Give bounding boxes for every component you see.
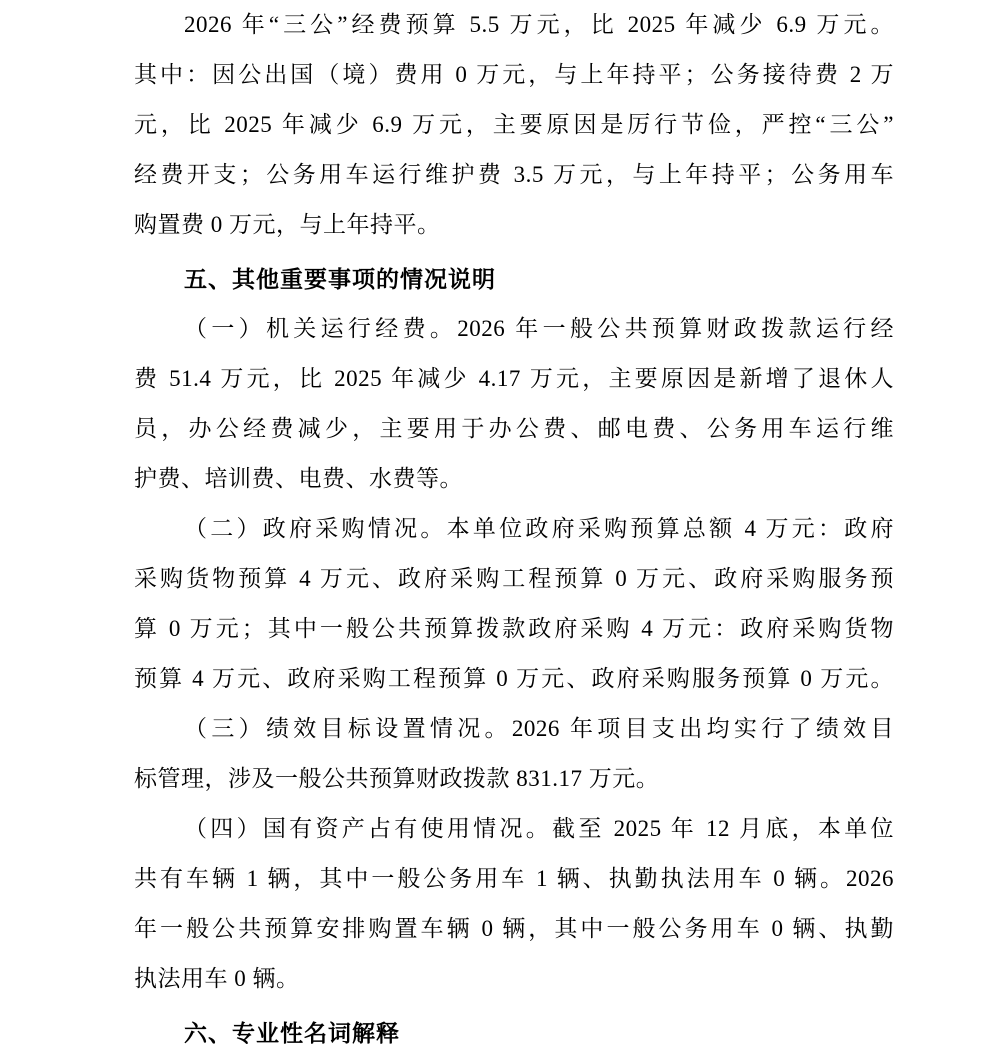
body-text-line: 费 51.4 万元，比 2025 年减少 4.17 万元，主要原因是新增了退休人 xyxy=(134,366,894,391)
section-heading xyxy=(134,254,894,304)
paragraph xyxy=(134,804,894,1004)
paragraph xyxy=(134,304,894,504)
body-text-line: 标管理，涉及一般公共预算财政拨款 831.17 万元。 xyxy=(134,766,660,791)
body-text-line: 元，比 2025 年减少 6.9 万元，主要原因是厉行节俭，严控“三公” xyxy=(134,112,894,137)
paragraph xyxy=(134,0,894,250)
body-text-line: 采购货物预算 4 万元、政府采购工程预算 0 万元、政府采购服务预 xyxy=(134,566,894,591)
body-text-line: 其中：因公出国（境）费用 0 万元，与上年持平；公务接待费 2 万 xyxy=(134,62,894,87)
body-text-line: 算 0 万元；其中一般公共预算拨款政府采购 4 万元：政府采购货物 xyxy=(134,616,894,641)
paragraph xyxy=(134,704,894,804)
body-text-line: 共有车辆 1 辆，其中一般公务用车 1 辆、执勤执法用车 0 辆。2026 xyxy=(134,866,895,891)
body-text-line: 执法用车 0 辆。 xyxy=(134,966,300,991)
body-text-line: 2026 年“三公”经费预算 5.5 万元，比 2025 年减少 6.9 万元。 xyxy=(184,12,894,37)
body-text-line: 经费开支；公务用车运行维护费 3.5 万元，与上年持平；公务用车 xyxy=(134,162,894,187)
body-text-line: 护费、培训费、电费、水费等。 xyxy=(134,466,463,491)
paragraph xyxy=(134,504,894,704)
section-heading xyxy=(134,1008,894,1058)
body-text-line: （二）政府采购情况。本单位政府采购预算总额 4 万元：政府 xyxy=(184,516,894,541)
body-text-line: （三）绩效目标设置情况。2026 年项目支出均实行了绩效目 xyxy=(184,716,894,741)
body-text-line: 预算 4 万元、政府采购工程预算 0 万元、政府采购服务预算 0 万元。 xyxy=(134,666,894,691)
body-text-line: 年一般公共预算安排购置车辆 0 辆，其中一般公务用车 0 辆、执勤 xyxy=(134,916,894,941)
body-text-line: 购置费 0 万元，与上年持平。 xyxy=(134,212,441,237)
body-text-line: （一）机关运行经费。2026 年一般公共预算财政拨款运行经 xyxy=(184,316,894,341)
heading-line: 六、专业性名词解释 xyxy=(184,1020,400,1046)
heading-line: 五、其他重要事项的情况说明 xyxy=(184,266,496,292)
body-text-line: 员，办公经费减少，主要用于办公费、邮电费、公务用车运行维 xyxy=(134,416,894,441)
body-text-line: （四）国有资产占有使用情况。截至 2025 年 12 月底，本单位 xyxy=(184,816,894,841)
